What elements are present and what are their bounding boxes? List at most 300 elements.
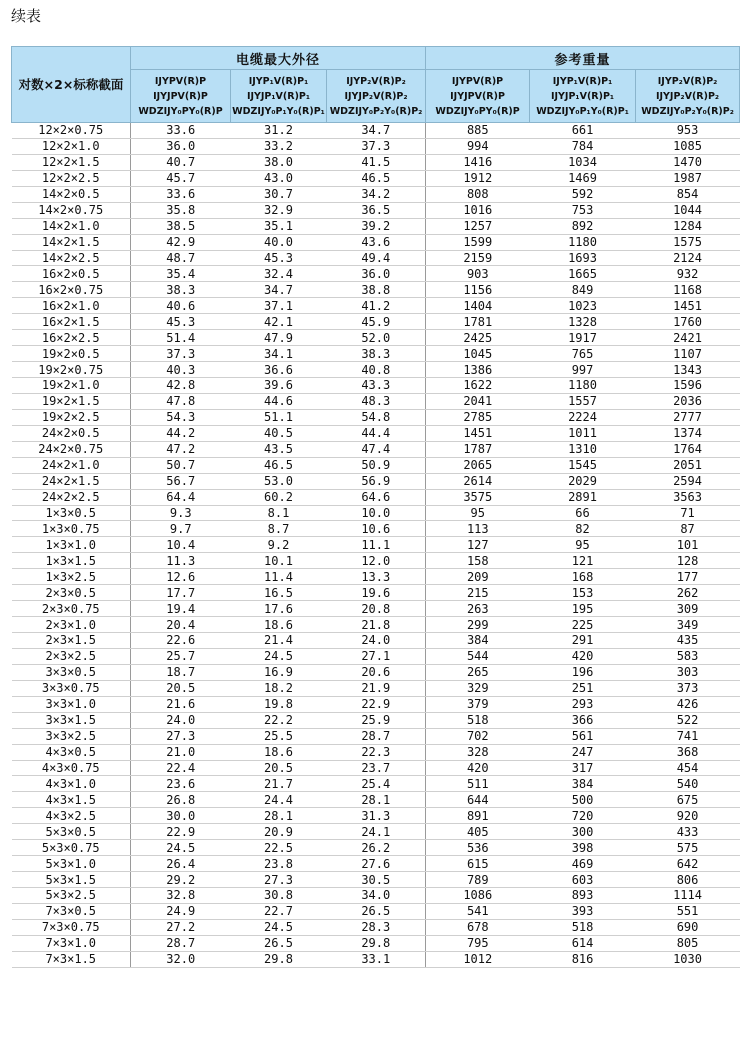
diameter-cell: 33.2 xyxy=(231,138,327,154)
diameter-cell: 24.5 xyxy=(231,919,327,935)
diameter-cell: 39.2 xyxy=(327,218,426,234)
diameter-cell: 25.9 xyxy=(327,712,426,728)
weight-cell: 317 xyxy=(530,760,636,776)
weight-cell: 1787 xyxy=(426,441,530,457)
model-line: WDZIJY₀P₂Y₀(R)P₂ xyxy=(641,105,734,117)
table-row xyxy=(12,202,740,218)
cross-section-cell: 19×2×0.5 xyxy=(12,346,131,362)
model-line: IJYJPV(R)P xyxy=(153,90,208,102)
model-line: IJYJP₂V(R)P₂ xyxy=(655,90,720,102)
weight-cell: 262 xyxy=(636,585,740,601)
diameter-cell: 28.7 xyxy=(327,728,426,744)
column-model-header xyxy=(131,70,231,123)
model-line: IJYP₂V(R)P₂ xyxy=(346,75,406,87)
table-row xyxy=(12,298,740,314)
weight-cell: 1012 xyxy=(426,951,530,967)
cross-section-cell: 5×3×2.5 xyxy=(12,888,131,904)
cross-section-cell: 1×3×0.75 xyxy=(12,521,131,537)
diameter-cell: 18.6 xyxy=(231,617,327,633)
diameter-cell: 12.6 xyxy=(131,569,231,585)
diameter-cell: 46.5 xyxy=(327,170,426,186)
diameter-cell: 54.3 xyxy=(131,409,231,425)
weight-cell: 309 xyxy=(636,601,740,617)
diameter-cell: 51.1 xyxy=(231,409,327,425)
diameter-cell: 27.3 xyxy=(131,728,231,744)
diameter-cell: 46.5 xyxy=(231,457,327,473)
weight-cell: 541 xyxy=(426,903,530,919)
weight-cell: 1085 xyxy=(636,138,740,154)
table-row xyxy=(12,808,740,824)
diameter-cell: 32.0 xyxy=(131,951,231,967)
weight-cell: 603 xyxy=(530,872,636,888)
weight-cell: 891 xyxy=(426,808,530,824)
diameter-cell: 22.4 xyxy=(131,760,231,776)
weight-cell: 1107 xyxy=(636,346,740,362)
cross-section-cell: 2×3×0.75 xyxy=(12,601,131,617)
weight-cell: 551 xyxy=(636,903,740,919)
diameter-cell: 36.6 xyxy=(231,362,327,378)
weight-cell: 885 xyxy=(426,123,530,139)
diameter-cell: 22.2 xyxy=(231,712,327,728)
weight-cell: 1044 xyxy=(636,202,740,218)
weight-cell: 1416 xyxy=(426,154,530,170)
cross-section-cell: 5×3×1.5 xyxy=(12,872,131,888)
table-row xyxy=(12,378,740,394)
diameter-cell: 56.9 xyxy=(327,473,426,489)
diameter-cell: 47.8 xyxy=(131,393,231,409)
weight-cell: 1665 xyxy=(530,266,636,282)
diameter-cell: 47.4 xyxy=(327,441,426,457)
weight-cell: 158 xyxy=(426,553,530,569)
model-line: WDZIJY₀PY₀(R)P xyxy=(138,105,223,117)
cross-section-cell: 7×3×1.0 xyxy=(12,935,131,951)
cross-section-cell: 12×2×2.5 xyxy=(12,170,131,186)
table-row xyxy=(12,186,740,202)
weight-cell: 1030 xyxy=(636,951,740,967)
diameter-cell: 11.4 xyxy=(231,569,327,585)
model-line: IJYPV(R)P xyxy=(451,75,504,87)
cross-section-cell: 19×2×1.0 xyxy=(12,378,131,394)
diameter-cell: 21.0 xyxy=(131,744,231,760)
diameter-cell: 60.2 xyxy=(231,489,327,505)
weight-cell: 1599 xyxy=(426,234,530,250)
table-body xyxy=(12,123,740,968)
diameter-cell: 29.8 xyxy=(231,951,327,967)
weight-cell: 1016 xyxy=(426,202,530,218)
weight-cell: 854 xyxy=(636,186,740,202)
diameter-cell: 40.5 xyxy=(231,425,327,441)
weight-cell: 127 xyxy=(426,537,530,553)
weight-cell: 71 xyxy=(636,505,740,521)
weight-cell: 540 xyxy=(636,776,740,792)
cross-section-cell: 12×2×1.0 xyxy=(12,138,131,154)
weight-cell: 1023 xyxy=(530,298,636,314)
diameter-cell: 27.1 xyxy=(327,648,426,664)
weight-cell: 1622 xyxy=(426,378,530,394)
weight-cell: 328 xyxy=(426,744,530,760)
diameter-cell: 17.7 xyxy=(131,585,231,601)
cross-section-cell: 3×3×2.5 xyxy=(12,728,131,744)
cross-section-cell: 7×3×1.5 xyxy=(12,951,131,967)
cross-section-cell: 1×3×1.0 xyxy=(12,537,131,553)
weight-cell: 405 xyxy=(426,824,530,840)
weight-cell: 1451 xyxy=(636,298,740,314)
diameter-cell: 34.0 xyxy=(327,888,426,904)
weight-cell: 168 xyxy=(530,569,636,585)
cross-section-cell: 4×3×0.5 xyxy=(12,744,131,760)
weight-cell: 3563 xyxy=(636,489,740,505)
weight-cell: 1011 xyxy=(530,425,636,441)
model-line: IJYP₂V(R)P₂ xyxy=(657,75,718,87)
weight-cell: 561 xyxy=(530,728,636,744)
diameter-cell: 40.6 xyxy=(131,298,231,314)
diameter-cell: 43.0 xyxy=(231,170,327,186)
weight-cell: 1912 xyxy=(426,170,530,186)
diameter-cell: 50.9 xyxy=(327,457,426,473)
weight-cell: 1760 xyxy=(636,314,740,330)
diameter-cell: 40.3 xyxy=(131,362,231,378)
diameter-cell: 18.6 xyxy=(231,744,327,760)
weight-cell: 1374 xyxy=(636,425,740,441)
weight-cell: 420 xyxy=(530,648,636,664)
weight-cell: 247 xyxy=(530,744,636,760)
cross-section-cell: 1×3×1.5 xyxy=(12,553,131,569)
diameter-cell: 29.8 xyxy=(327,935,426,951)
diameter-cell: 34.7 xyxy=(327,123,426,139)
weight-cell: 675 xyxy=(636,792,740,808)
weight-cell: 994 xyxy=(426,138,530,154)
weight-cell: 2594 xyxy=(636,473,740,489)
diameter-cell: 37.3 xyxy=(327,138,426,154)
weight-cell: 615 xyxy=(426,856,530,872)
weight-cell: 1284 xyxy=(636,218,740,234)
diameter-cell: 50.7 xyxy=(131,457,231,473)
table-row xyxy=(12,123,740,139)
table-row xyxy=(12,951,740,967)
diameter-cell: 21.7 xyxy=(231,776,327,792)
cross-section-cell: 3×3×0.75 xyxy=(12,680,131,696)
diameter-cell: 45.7 xyxy=(131,170,231,186)
diameter-cell: 38.3 xyxy=(327,346,426,362)
diameter-cell: 38.5 xyxy=(131,218,231,234)
diameter-cell: 33.6 xyxy=(131,123,231,139)
weight-cell: 702 xyxy=(426,728,530,744)
weight-cell: 379 xyxy=(426,696,530,712)
weight-cell: 265 xyxy=(426,664,530,680)
weight-cell: 433 xyxy=(636,824,740,840)
diameter-cell: 22.9 xyxy=(327,696,426,712)
diameter-cell: 47.9 xyxy=(231,330,327,346)
weight-cell: 66 xyxy=(530,505,636,521)
model-line: IJYJP₁V(R)P₁ xyxy=(550,90,615,102)
diameter-cell: 19.4 xyxy=(131,601,231,617)
diameter-cell: 27.2 xyxy=(131,919,231,935)
table-row xyxy=(12,617,740,633)
table-row xyxy=(12,680,740,696)
weight-cell: 690 xyxy=(636,919,740,935)
diameter-cell: 30.7 xyxy=(231,186,327,202)
diameter-cell: 32.4 xyxy=(231,266,327,282)
cross-section-cell: 16×2×1.5 xyxy=(12,314,131,330)
weight-cell: 644 xyxy=(426,792,530,808)
diameter-cell: 41.2 xyxy=(327,298,426,314)
diameter-cell: 29.2 xyxy=(131,872,231,888)
cross-section-cell: 3×3×1.0 xyxy=(12,696,131,712)
weight-cell: 806 xyxy=(636,872,740,888)
cross-section-cell: 2×3×1.0 xyxy=(12,617,131,633)
table-row xyxy=(12,648,740,664)
weight-cell: 920 xyxy=(636,808,740,824)
weight-cell: 291 xyxy=(530,633,636,649)
weight-cell: 784 xyxy=(530,138,636,154)
diameter-cell: 23.6 xyxy=(131,776,231,792)
cross-section-cell: 4×3×2.5 xyxy=(12,808,131,824)
weight-cell: 1596 xyxy=(636,378,740,394)
diameter-cell: 53.0 xyxy=(231,473,327,489)
weight-cell: 1257 xyxy=(426,218,530,234)
diameter-cell: 22.7 xyxy=(231,903,327,919)
cross-section-cell: 24×2×0.5 xyxy=(12,425,131,441)
diameter-cell: 43.3 xyxy=(327,378,426,394)
diameter-cell: 44.2 xyxy=(131,425,231,441)
diameter-cell: 39.6 xyxy=(231,378,327,394)
weight-cell: 1781 xyxy=(426,314,530,330)
weight-cell: 903 xyxy=(426,266,530,282)
weight-cell: 522 xyxy=(636,712,740,728)
weight-cell: 3575 xyxy=(426,489,530,505)
weight-cell: 1328 xyxy=(530,314,636,330)
cross-section-cell: 5×3×0.5 xyxy=(12,824,131,840)
diameter-cell: 28.7 xyxy=(131,935,231,951)
diameter-cell: 42.8 xyxy=(131,378,231,394)
weight-cell: 82 xyxy=(530,521,636,537)
weight-cell: 469 xyxy=(530,856,636,872)
diameter-cell: 34.2 xyxy=(327,186,426,202)
diameter-cell: 64.4 xyxy=(131,489,231,505)
cable-spec-table xyxy=(11,46,740,968)
diameter-cell: 20.6 xyxy=(327,664,426,680)
diameter-cell: 24.0 xyxy=(327,633,426,649)
table-row xyxy=(12,330,740,346)
diameter-group-header: 电缆最大外径 xyxy=(131,47,426,70)
table-row xyxy=(12,282,740,298)
diameter-cell: 19.8 xyxy=(231,696,327,712)
diameter-cell: 21.9 xyxy=(327,680,426,696)
diameter-cell: 44.4 xyxy=(327,425,426,441)
cross-section-cell: 14×2×2.5 xyxy=(12,250,131,266)
cross-section-cell: 2×3×1.5 xyxy=(12,633,131,649)
model-line: IJYJP₁V(R)P₁ xyxy=(246,90,311,102)
table-row xyxy=(12,856,740,872)
cross-section-cell: 3×3×1.5 xyxy=(12,712,131,728)
weight-cell: 1180 xyxy=(530,234,636,250)
weight-cell: 393 xyxy=(530,903,636,919)
weight-cell: 1917 xyxy=(530,330,636,346)
weight-cell: 225 xyxy=(530,617,636,633)
weight-cell: 454 xyxy=(636,760,740,776)
weight-cell: 2124 xyxy=(636,250,740,266)
diameter-cell: 22.5 xyxy=(231,840,327,856)
table-row xyxy=(12,776,740,792)
cross-section-cell: 14×2×1.0 xyxy=(12,218,131,234)
diameter-cell: 20.8 xyxy=(327,601,426,617)
weight-cell: 1470 xyxy=(636,154,740,170)
weight-cell: 2065 xyxy=(426,457,530,473)
table-row xyxy=(12,824,740,840)
diameter-cell: 24.0 xyxy=(131,712,231,728)
table-row xyxy=(12,409,740,425)
cross-section-cell: 3×3×0.5 xyxy=(12,664,131,680)
table-row xyxy=(12,170,740,186)
weight-cell: 500 xyxy=(530,792,636,808)
weight-cell: 953 xyxy=(636,123,740,139)
weight-cell: 263 xyxy=(426,601,530,617)
table-row xyxy=(12,585,740,601)
weight-cell: 329 xyxy=(426,680,530,696)
diameter-cell: 30.0 xyxy=(131,808,231,824)
cross-section-cell: 2×3×0.5 xyxy=(12,585,131,601)
table-row xyxy=(12,696,740,712)
weight-cell: 2036 xyxy=(636,393,740,409)
table-row xyxy=(12,935,740,951)
weight-cell: 720 xyxy=(530,808,636,824)
diameter-cell: 25.7 xyxy=(131,648,231,664)
column-model-header xyxy=(327,70,426,123)
weight-cell: 2891 xyxy=(530,489,636,505)
diameter-cell: 33.6 xyxy=(131,186,231,202)
diameter-cell: 36.0 xyxy=(327,266,426,282)
cross-section-cell: 14×2×0.5 xyxy=(12,186,131,202)
diameter-cell: 22.9 xyxy=(131,824,231,840)
weight-cell: 215 xyxy=(426,585,530,601)
weight-cell: 1575 xyxy=(636,234,740,250)
weight-cell: 368 xyxy=(636,744,740,760)
column-model-header xyxy=(636,70,740,123)
weight-cell: 1310 xyxy=(530,441,636,457)
cross-section-cell: 24×2×2.5 xyxy=(12,489,131,505)
diameter-cell: 26.5 xyxy=(231,935,327,951)
model-line: IJYP₁V(R)P₁ xyxy=(552,75,613,87)
table-row xyxy=(12,919,740,935)
table-row xyxy=(12,314,740,330)
cross-section-cell: 4×3×1.0 xyxy=(12,776,131,792)
table-row xyxy=(12,744,740,760)
diameter-cell: 40.0 xyxy=(231,234,327,250)
diameter-cell: 13.3 xyxy=(327,569,426,585)
table-row xyxy=(12,138,740,154)
weight-cell: 1557 xyxy=(530,393,636,409)
weight-group-header: 参考重量 xyxy=(426,47,740,70)
weight-cell: 2224 xyxy=(530,409,636,425)
model-line: IJYPV(R)P xyxy=(154,75,207,87)
model-line: WDZIJY₀P₁Y₀(R)P₁ xyxy=(232,105,325,117)
diameter-cell: 34.1 xyxy=(231,346,327,362)
weight-cell: 121 xyxy=(530,553,636,569)
weight-cell: 153 xyxy=(530,585,636,601)
diameter-cell: 20.9 xyxy=(231,824,327,840)
diameter-cell: 26.2 xyxy=(327,840,426,856)
diameter-cell: 30.5 xyxy=(327,872,426,888)
column-model-header xyxy=(530,70,636,123)
table-row xyxy=(12,250,740,266)
diameter-cell: 40.7 xyxy=(131,154,231,170)
diameter-cell: 28.3 xyxy=(327,919,426,935)
diameter-cell: 20.5 xyxy=(231,760,327,776)
row-label-header: 对数×2×标称截面 xyxy=(12,47,131,123)
weight-cell: 426 xyxy=(636,696,740,712)
weight-cell: 293 xyxy=(530,696,636,712)
weight-cell: 398 xyxy=(530,840,636,856)
cross-section-cell: 7×3×0.5 xyxy=(12,903,131,919)
diameter-cell: 47.2 xyxy=(131,441,231,457)
table-row xyxy=(12,712,740,728)
weight-cell: 303 xyxy=(636,664,740,680)
table-row xyxy=(12,457,740,473)
weight-cell: 1404 xyxy=(426,298,530,314)
model-line: WDZIJY₀PY₀(R)P xyxy=(435,105,520,117)
diameter-cell: 21.4 xyxy=(231,633,327,649)
cross-section-cell: 12×2×0.75 xyxy=(12,123,131,139)
weight-cell: 2421 xyxy=(636,330,740,346)
weight-cell: 795 xyxy=(426,935,530,951)
weight-cell: 1086 xyxy=(426,888,530,904)
weight-cell: 2051 xyxy=(636,457,740,473)
weight-cell: 196 xyxy=(530,664,636,680)
diameter-cell: 9.2 xyxy=(231,537,327,553)
diameter-cell: 35.1 xyxy=(231,218,327,234)
model-line: IJYJPV(R)P xyxy=(450,90,505,102)
table-row xyxy=(12,362,740,378)
weight-cell: 808 xyxy=(426,186,530,202)
weight-cell: 997 xyxy=(530,362,636,378)
diameter-cell: 41.5 xyxy=(327,154,426,170)
diameter-cell: 11.3 xyxy=(131,553,231,569)
weight-cell: 2614 xyxy=(426,473,530,489)
weight-cell: 518 xyxy=(530,919,636,935)
diameter-cell: 49.4 xyxy=(327,250,426,266)
table-row xyxy=(12,393,740,409)
diameter-cell: 24.5 xyxy=(231,648,327,664)
weight-cell: 195 xyxy=(530,601,636,617)
table-row xyxy=(12,489,740,505)
diameter-cell: 48.7 xyxy=(131,250,231,266)
diameter-cell: 26.5 xyxy=(327,903,426,919)
weight-cell: 1034 xyxy=(530,154,636,170)
cross-section-cell: 4×3×0.75 xyxy=(12,760,131,776)
weight-cell: 536 xyxy=(426,840,530,856)
diameter-cell: 38.8 xyxy=(327,282,426,298)
weight-cell: 1156 xyxy=(426,282,530,298)
table-row xyxy=(12,728,740,744)
diameter-cell: 37.1 xyxy=(231,298,327,314)
diameter-cell: 20.5 xyxy=(131,680,231,696)
weight-cell: 251 xyxy=(530,680,636,696)
weight-cell: 661 xyxy=(530,123,636,139)
table-row xyxy=(12,569,740,585)
weight-cell: 1987 xyxy=(636,170,740,186)
diameter-cell: 28.1 xyxy=(231,808,327,824)
diameter-cell: 24.1 xyxy=(327,824,426,840)
weight-cell: 1168 xyxy=(636,282,740,298)
cross-section-cell: 16×2×0.5 xyxy=(12,266,131,282)
weight-cell: 1764 xyxy=(636,441,740,457)
table-row xyxy=(12,872,740,888)
weight-cell: 583 xyxy=(636,648,740,664)
weight-cell: 2041 xyxy=(426,393,530,409)
model-line: IJYP₁V(R)P₁ xyxy=(248,75,309,87)
table-row xyxy=(12,218,740,234)
diameter-cell: 26.4 xyxy=(131,856,231,872)
